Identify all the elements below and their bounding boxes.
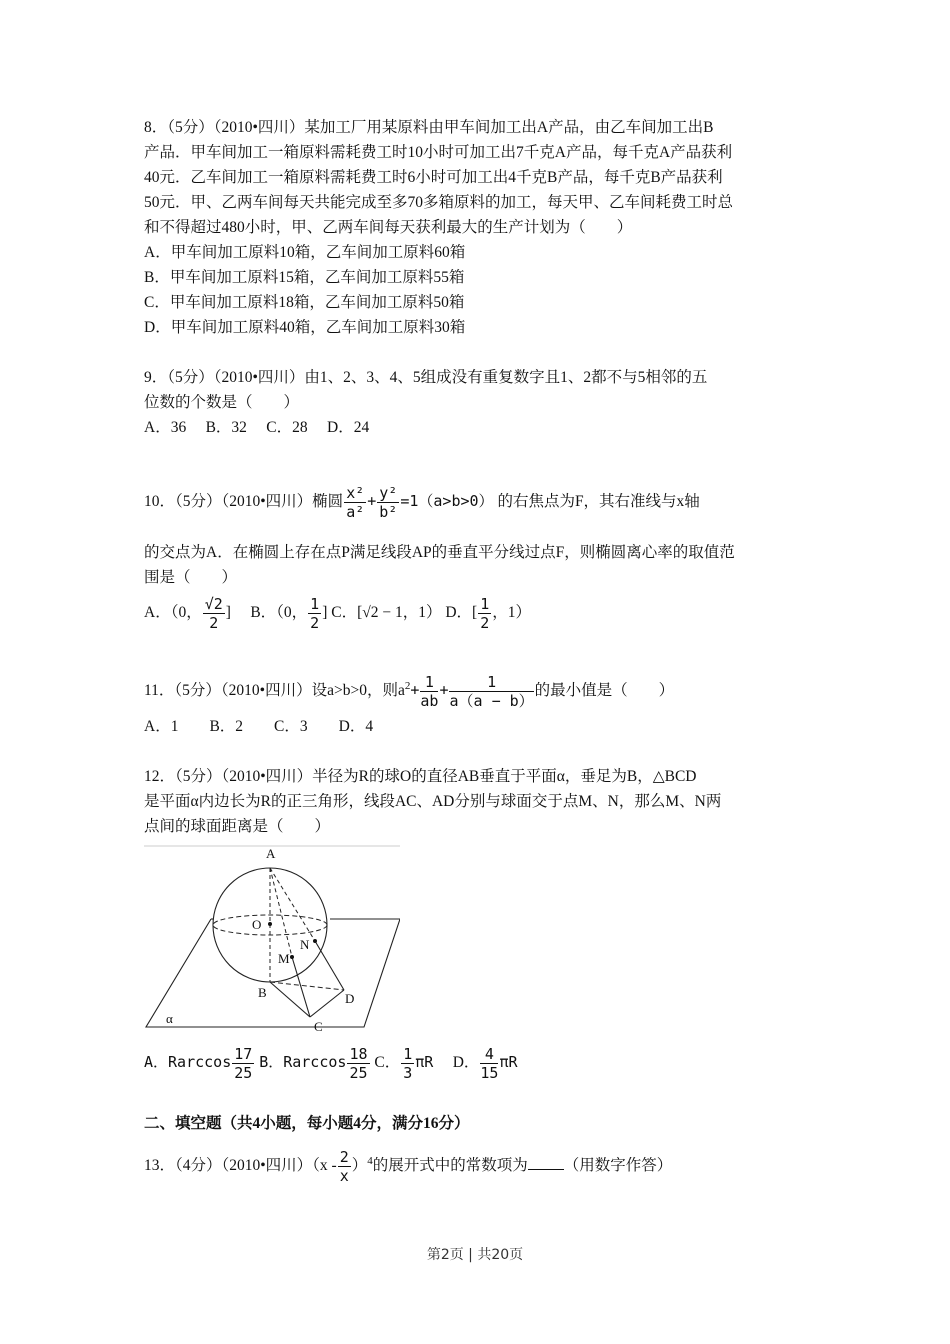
q8-line-5: 和不得超过480小时，甲、乙两车间每天获利最大的生产计划为（ ）: [144, 219, 633, 236]
q10-prefix: 10．（5分）（2010•四川）椭圆: [144, 493, 344, 510]
q8-line-1: 8．（5分）（2010•四川）某加工厂用某原料由甲车间加工出A产品，由乙车间加工出B: [144, 119, 714, 136]
label-alpha: α: [166, 1011, 173, 1026]
label-n: N: [300, 937, 310, 952]
q12-option-a: A．Rarccos $\frac{17}{25}$: [144, 1044, 253, 1082]
q10-line-2: 的交点为A．在椭圆上存在点P满足线段AP的垂直平分线过点F，则椭圆离心率的取值范: [144, 544, 735, 561]
label-d: D: [345, 991, 355, 1006]
q12-options: [144, 1040, 518, 1085]
label-c: C: [314, 1019, 323, 1034]
q9-line-2: 位数的个数是（ ）: [144, 394, 300, 411]
q8-option-c: C．甲车间加工原料18箱，乙车间加工原料50箱: [144, 294, 465, 311]
q12-option-d: D． $\frac{4}{15}$ πR: [452, 1044, 518, 1082]
answer-blank[interactable]: [528, 1155, 564, 1170]
q10-option-d: D．[ $\frac{1}{2}$ ，1）: [445, 594, 532, 632]
q11-frac-1-a-a-b: $\frac{1}{a(a - b)}$: [449, 673, 534, 711]
q12-option-c: C． $\frac{1}{3}$ πR: [374, 1044, 434, 1082]
label-a: A: [266, 846, 276, 861]
q8-line-3: 40元．乙车间加工一箱原料需耗费工时6小时可加工出4千克B产品，每千克B产品获利: [144, 169, 723, 186]
q10-line-1: 10．（5分）（2010•四川）椭圆 $\frac{\text{x²}}{\text{a²}}$ + $\frac{\text{y²}}{\text{b²}}$ =1（a>b>0） 的右焦点为F，其右准线与x轴: [144, 483, 700, 521]
q8-line-4: 50元．甲、乙两车间每天共能完成至多70多箱原料的加工，每天甲、乙车间耗费工时总: [144, 194, 734, 211]
q11-frac-1-ab: $\frac{1}{ab}$: [420, 673, 439, 711]
q10-suffix: 的右焦点为F，其右准线与x轴: [497, 493, 700, 510]
q8-option-a: A．甲车间加工原料10箱，乙车间加工原料60箱: [144, 244, 466, 261]
q9-line-1: 9．（5分）（2010•四川）由1、2、3、4、5组成没有重复数字且1、2都不与5相邻的五: [144, 369, 708, 386]
q11-line-1: 11．（5分）（2010•四川）设a>b>0，则$a^2+$ $\frac{1}{ab}$ + $\frac{1}{a(a - b)}$ 的最小值是（ ）: [144, 673, 675, 711]
sphere-plane-figure: [144, 845, 400, 1035]
q12-line-2: 是平面α内边长为R的正三角形，线段AC、AD分别与球面交于点M、N，那么M、N两: [144, 793, 722, 810]
q8-option-d: D．甲车间加工原料40箱，乙车间加工原料30箱: [144, 319, 466, 336]
q9-options: A．36 B．32 C．28 D．24: [144, 419, 370, 436]
q10-equation: =1（a>b>0）: [400, 492, 494, 510]
label-b: B: [258, 985, 267, 1000]
page-number-footer: 第2页 | 共20页: [426, 1247, 524, 1263]
q12-line-3: 点间的球面距离是（ ）: [144, 818, 331, 835]
q12-option-b: B．Rarccos $\frac{18}{25}$: [259, 1044, 368, 1082]
q10-option-c: C．[√2 − 1，1）: [331, 604, 442, 621]
q13-frac-2-x: $\frac{2}{x}$: [339, 1148, 349, 1186]
q10-option-a: A．（0， $\frac{√2}{2}$ ]: [144, 594, 231, 632]
q8-option-b: B．甲车间加工原料15箱，乙车间加工原料55箱: [144, 269, 465, 286]
q10-frac-x2-a2: $\frac{\text{x²}}{\text{a²}}$: [346, 483, 365, 521]
q11-options: A．1 B．2 C．3 D．4: [144, 718, 374, 735]
q10-option-b: B．（0， $\frac{1}{2}$ ]: [250, 594, 328, 632]
q8-line-2: 产品．甲车间加工一箱原料需耗费工时10小时可加工出7千克A产品，每千克A产品获利: [144, 144, 733, 161]
q10-line-3: 围是（ ）: [144, 569, 238, 586]
q12-line-1: 12．（5分）（2010•四川）半径为R的球O的直径AB垂直于平面α，垂足为B，△BCD: [144, 768, 697, 785]
label-m: M: [278, 951, 290, 966]
q10-options: [144, 592, 531, 634]
label-o: O: [252, 917, 262, 932]
q10-frac-y2-b2: $\frac{\text{y²}}{\text{b²}}$: [379, 483, 398, 521]
q13-line-1: 13．（4分）（2010•四川）（x - $\frac{2}{x}$ ）$^4$的展开式中的常数项为 （用数字作答）: [144, 1148, 673, 1186]
section-heading-fill-in: 二、填空题（共4小题，每小题4分，满分16分）: [144, 1115, 470, 1132]
